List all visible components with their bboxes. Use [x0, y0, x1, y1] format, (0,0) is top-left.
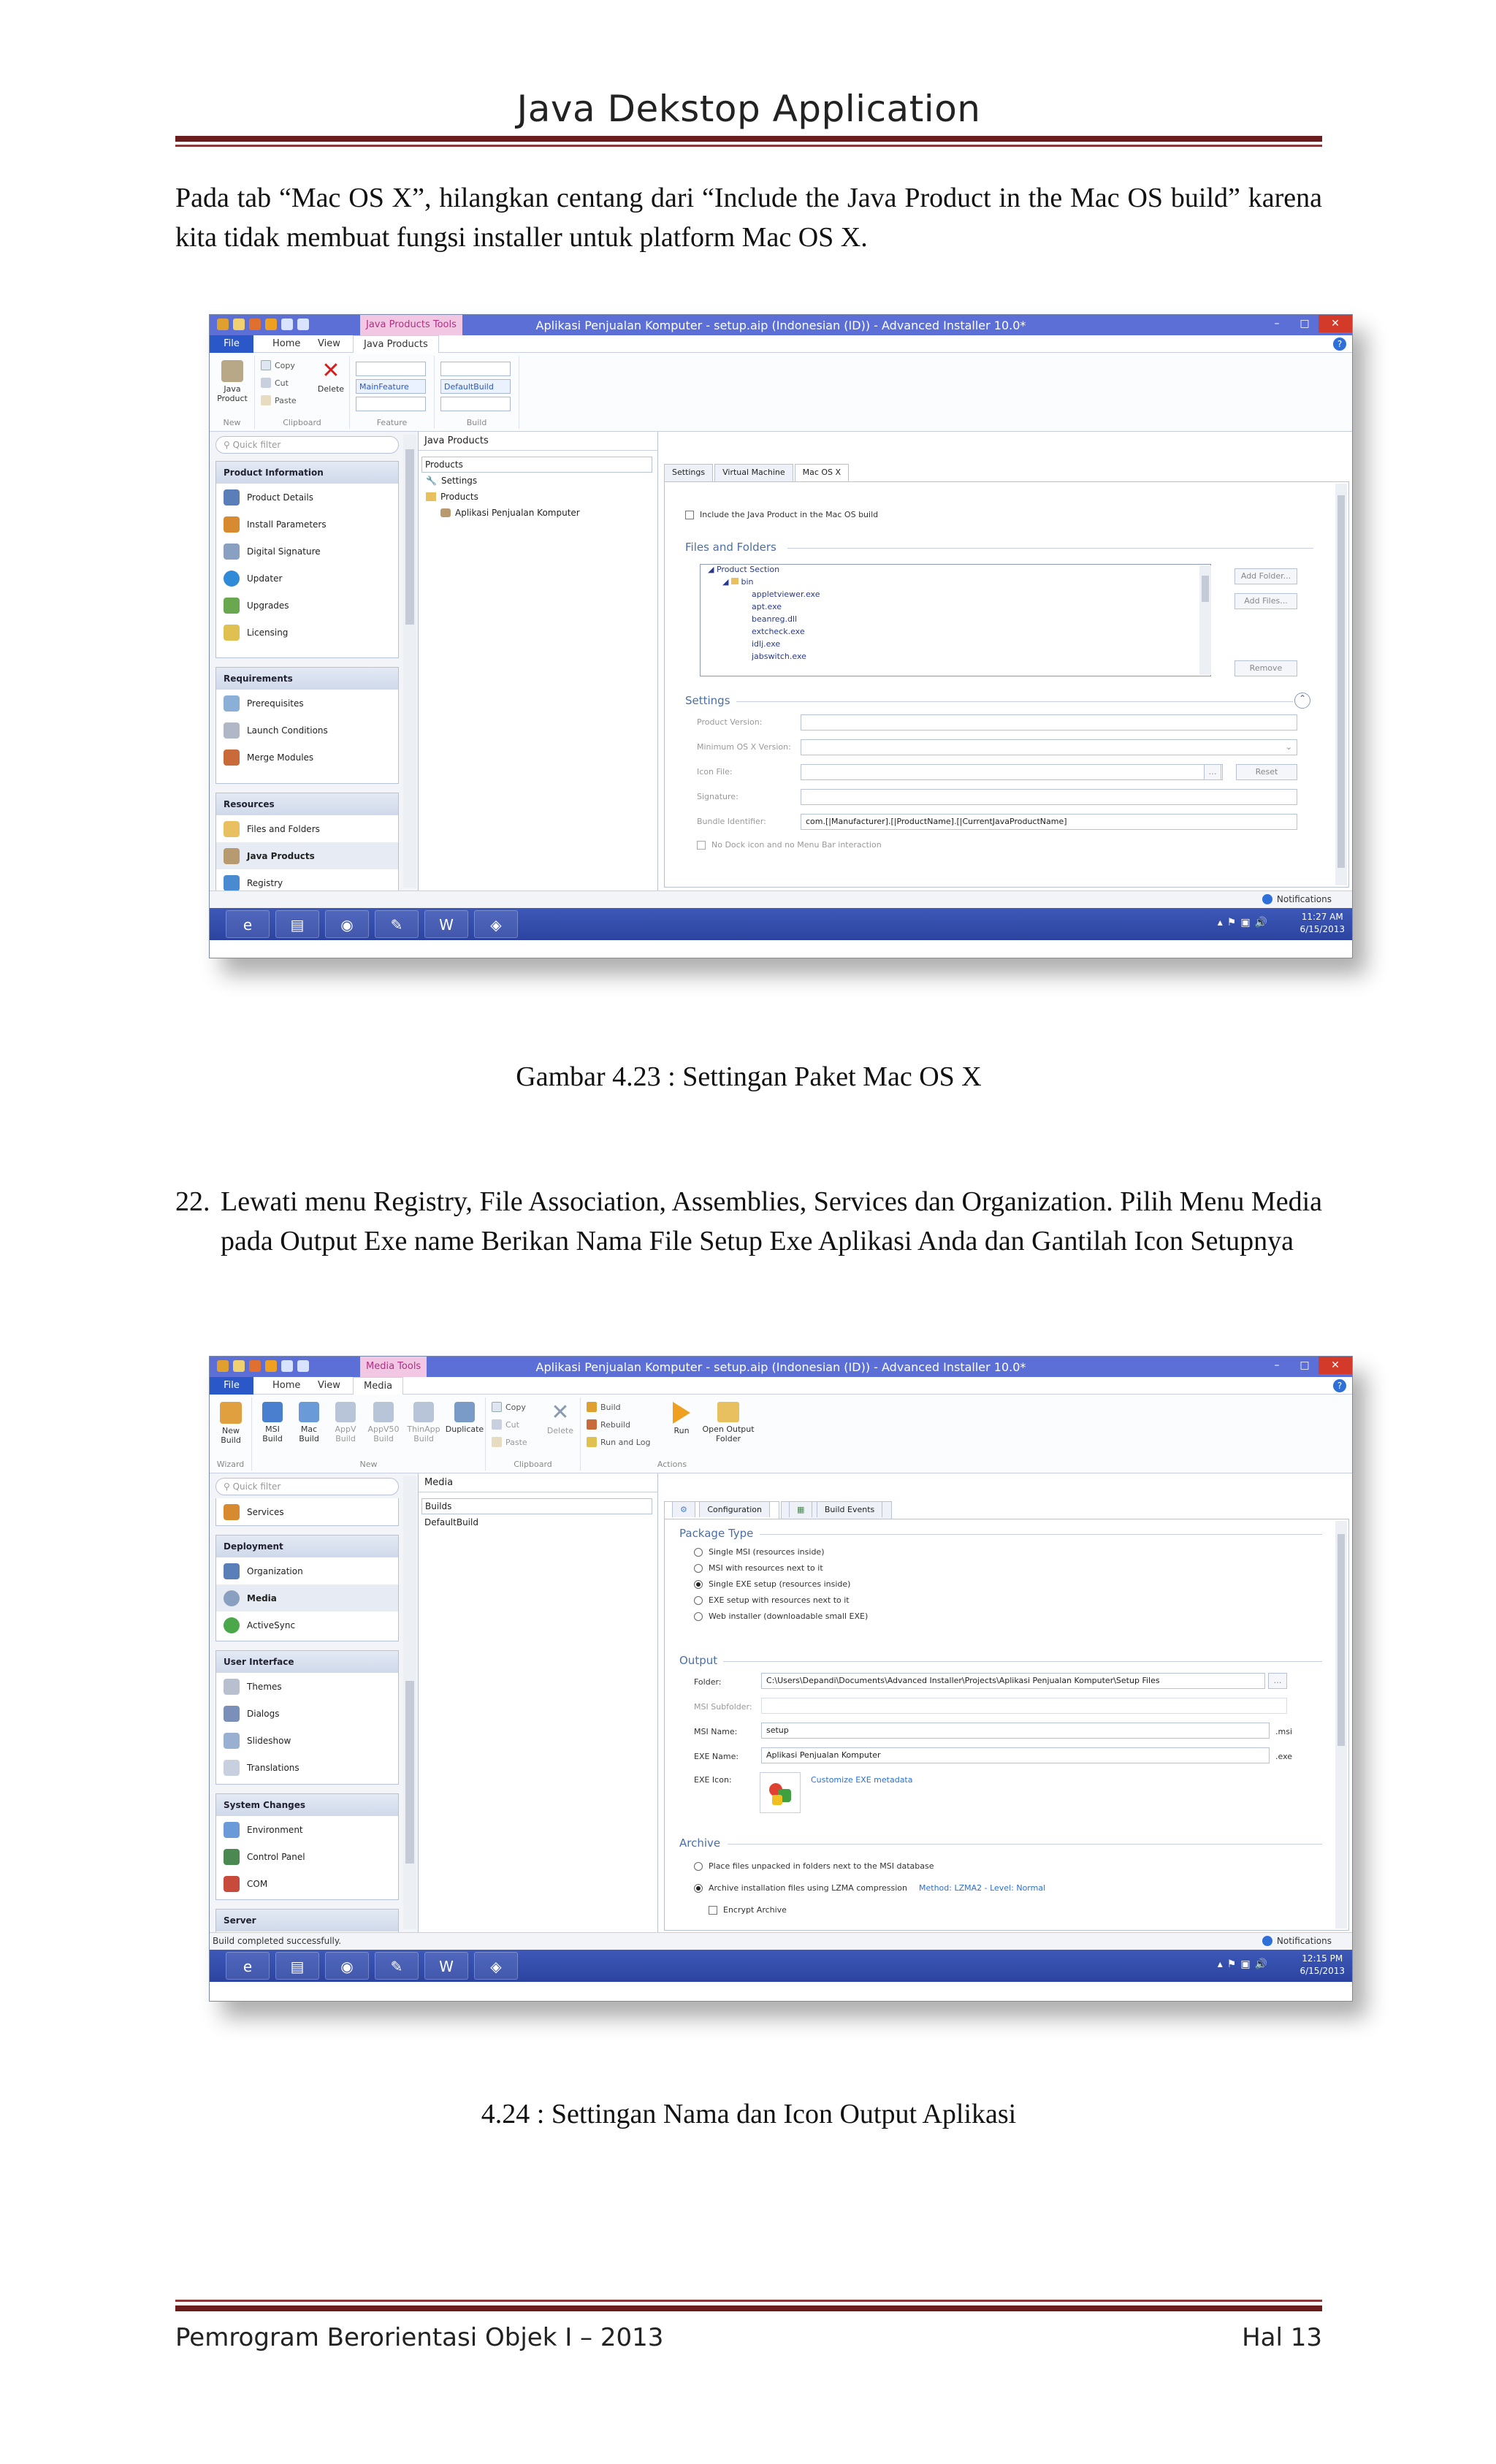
- exe-icon-preview[interactable]: [760, 1772, 801, 1813]
- pane-title: Java Products: [419, 432, 1353, 451]
- nav-control-panel[interactable]: Control Panel: [216, 1843, 398, 1870]
- nav-product-details[interactable]: Product Details: [216, 484, 398, 511]
- media-icon: [224, 1590, 240, 1606]
- option-single-msi[interactable]: Single MSI (resources inside): [694, 1547, 824, 1557]
- quick-filter-input[interactable]: ⚲ Quick filter: [215, 436, 399, 454]
- build-item-default[interactable]: DefaultBuild: [424, 1517, 478, 1527]
- group-user-interface: User Interface Themes Dialogs Slideshow Translations: [215, 1650, 399, 1785]
- tab-settings[interactable]: Settings: [664, 464, 713, 481]
- group-server: Server: [215, 1909, 399, 1932]
- remove-button[interactable]: Remove: [1234, 660, 1297, 676]
- clock: 11:27 AM 6/15/2013: [1300, 912, 1345, 934]
- ribbon: New Build Wizard MSI Build Mac Build AppV Build AppV50 Build ThinApp Build Duplicate New Copy Cut Paste ✕ Delete Clipboard Build Rebuild Run and Log Run Open Output Folder Actions: [210, 1395, 1352, 1473]
- run-log-icon: [587, 1437, 597, 1447]
- explorer-icon[interactable]: ▤: [275, 1952, 319, 1980]
- icon-file-input[interactable]: [801, 764, 1223, 780]
- themes-icon: [224, 1679, 240, 1695]
- wizard-icon: [220, 1402, 242, 1424]
- product-details-icon: [224, 489, 240, 506]
- com-icon: [224, 1876, 240, 1892]
- nav-digital-signature[interactable]: Digital Signature: [216, 538, 398, 565]
- group-deployment: Deployment Organization Media ActiveSync: [215, 1535, 399, 1641]
- compression-method-link[interactable]: Method: LZMA2 - Level: Normal: [919, 1883, 1046, 1893]
- browse-folder-button[interactable]: …: [1268, 1673, 1287, 1689]
- msi-subfolder-input[interactable]: [761, 1698, 1287, 1714]
- firefox-icon[interactable]: ◉: [325, 1952, 369, 1980]
- footer-rule: [175, 2305, 1322, 2311]
- paint-icon[interactable]: ✎: [375, 1952, 419, 1980]
- window-title: Aplikasi Penjualan Komputer - setup.aip (Indonesian (ID)) - Advanced Installer 10.0*: [535, 1360, 1026, 1374]
- output-section-title: Output: [679, 1654, 1322, 1667]
- tab-home[interactable]: Home: [272, 338, 301, 349]
- pane-title: Media: [419, 1473, 1353, 1492]
- media-configuration-pane: ⚙ Configuration ▦ Build Events Package Type Single MSI (resources inside) MSI with resources next to it Single EXE setup (resources inside) EXE setup with resources next to it Web installer (downloadable small EXE) Output Folder: C:\Users\Depandi\Documents\Advanced Installer\Projects\Aplikasi Penjualan Komputer\Setup Files … MSI Subfolder: MSI Name: setup .msi EXE Name: Aplikasi Penjualan Komputer .exe EXE Icon: Customize EXE metadata Archive Place files unpacked in folders next to the MSI database Archive installation files using LZMA compression Method: LZMA2 - Level: Normal Encrypt Archive: [658, 1473, 1353, 1932]
- figure-caption-2: 4.24 : Settingan Nama dan Icon Output Aplikasi: [481, 2099, 1017, 2129]
- tab-view[interactable]: View: [318, 1380, 340, 1391]
- nav-dialogs[interactable]: Dialogs: [216, 1700, 398, 1727]
- prerequisites-icon: [224, 695, 240, 712]
- left-scrollbar[interactable]: [403, 1476, 416, 1929]
- tab-configuration[interactable]: ⚙ Configuration: [664, 1501, 779, 1519]
- header-rule: [175, 136, 1322, 142]
- firefox-icon[interactable]: ◉: [325, 910, 369, 938]
- paint-icon[interactable]: ✎: [375, 910, 419, 938]
- build-combo[interactable]: DefaultBuild: [440, 379, 511, 394]
- copy-icon: [492, 1402, 502, 1412]
- open-output-folder-button[interactable]: Open Output Folder: [698, 1402, 759, 1443]
- java-cup-icon: [221, 360, 243, 382]
- page-header: Java Dekstop Application: [516, 88, 981, 130]
- nav-java-products[interactable]: Java Products: [216, 842, 398, 869]
- right-scrollbar[interactable]: [1335, 484, 1347, 885]
- option-web-installer[interactable]: Web installer (downloadable small EXE): [694, 1611, 868, 1621]
- mac-files-tree[interactable]: ◢ Product Section ◢ bin appletviewer.exe apt.exe beanreg.dll extcheck.exe idlj.exe jabswitch.exe: [700, 564, 1211, 676]
- run-button[interactable]: Run: [667, 1402, 696, 1435]
- page-number: Hal 13: [1242, 2323, 1322, 2352]
- java-product-subtabs: [664, 464, 850, 481]
- msi-name-input[interactable]: setup: [761, 1723, 1270, 1739]
- delete-icon: ✕: [551, 1400, 570, 1425]
- footer-course: Pemrogram Berorientasi Objek I – 2013: [175, 2323, 664, 2352]
- msi-build-icon: [262, 1402, 283, 1422]
- step-22: 22. Lewati menu Registry, File Association, Assemblies, Services dan Organization. Pilih Menu Media pada Output Exe name Berikan Nama File Setup Exe Aplikasi Anda dan Gantilah Icon Setupnya: [175, 1186, 1322, 1256]
- delete-button[interactable]: ✕ Delete: [546, 1400, 574, 1435]
- launch-conditions-icon: [224, 722, 240, 739]
- footer-rule-thin: [175, 2300, 1322, 2302]
- encrypt-archive-checkbox[interactable]: Encrypt Archive: [709, 1905, 787, 1915]
- option-files-unpacked[interactable]: Place files unpacked in folders next to the MSI database: [694, 1861, 934, 1871]
- duplicate-button[interactable]: Duplicate: [445, 1402, 484, 1434]
- licensing-icon: [224, 625, 240, 641]
- cut-button[interactable]: Cut: [492, 1419, 519, 1430]
- add-folder-button[interactable]: Add Folder...: [1234, 568, 1297, 584]
- context-tab[interactable]: Java Products Tools: [360, 315, 462, 335]
- feature-combo[interactable]: MainFeature: [356, 379, 426, 394]
- slideshow-icon: [224, 1733, 240, 1749]
- option-lzma-archive[interactable]: Archive installation files using LZMA compression Method: LZMA2 - Level: Normal: [694, 1883, 1045, 1893]
- appv-build-button[interactable]: AppV Build: [328, 1402, 363, 1443]
- close-icon[interactable]: ✕: [1318, 1357, 1352, 1374]
- build-button[interactable]: Build: [587, 1402, 621, 1412]
- advanced-installer-icon[interactable]: ◈: [474, 910, 518, 938]
- notifications[interactable]: Notifications: [1262, 894, 1332, 904]
- group-system-changes: System Changes Environment Control Panel COM: [215, 1793, 399, 1900]
- tab-java-products[interactable]: Java Products: [353, 335, 439, 353]
- media-builds-pane: [419, 1473, 658, 1932]
- tree-item-settings[interactable]: 🔧 Settings: [426, 476, 478, 486]
- nav-com[interactable]: COM: [216, 1870, 398, 1897]
- page-footer: [175, 2323, 1322, 2352]
- ie-icon[interactable]: e: [226, 910, 270, 938]
- intro-paragraph: Pada tab “Mac OS X”, hilangkan centang dari “Include the Java Product in the Mac OS build” karena kita tidak membuat fungsi installer untuk platform Mac OS X.: [175, 183, 1322, 253]
- nav-upgrades[interactable]: Upgrades: [216, 592, 398, 619]
- files-tree-scrollbar[interactable]: [1199, 565, 1211, 675]
- clock: 12:15 PM 6/15/2013: [1300, 1953, 1345, 1976]
- tree-item-products[interactable]: Products: [421, 489, 652, 505]
- control-panel-icon: [224, 1849, 240, 1865]
- rebuild-icon: [587, 1419, 597, 1430]
- screenshot-media-settings: [209, 1356, 1353, 2002]
- build-events-icon: ▦: [789, 1501, 812, 1517]
- nav-install-parameters[interactable]: Install Parameters: [216, 511, 398, 538]
- add-files-button[interactable]: Add Files...: [1234, 593, 1297, 609]
- translations-icon: [224, 1760, 240, 1776]
- option-single-exe[interactable]: Single EXE setup (resources inside): [694, 1579, 850, 1589]
- cut-icon: [261, 378, 271, 388]
- paste-icon: [261, 395, 271, 405]
- new-build-button[interactable]: New Build: [213, 1402, 249, 1445]
- tab-home[interactable]: Home: [272, 1380, 301, 1391]
- nav-activesync[interactable]: ActiveSync: [216, 1611, 398, 1639]
- nav-services[interactable]: Services: [216, 1498, 398, 1525]
- wrench-icon: 🔧: [426, 476, 437, 486]
- maximize-icon[interactable]: □: [1300, 318, 1310, 329]
- settings-section-title: Settings: [685, 694, 1313, 707]
- copy-button[interactable]: Copy: [261, 360, 295, 370]
- min-os-version-select[interactable]: ⌄: [801, 739, 1297, 755]
- collapse-icon[interactable]: ⌃: [1294, 693, 1310, 709]
- title-bar: [210, 315, 1352, 335]
- left-navigation: [210, 1473, 419, 1932]
- customize-exe-metadata-link[interactable]: Customize EXE metadata: [811, 1775, 913, 1785]
- maximize-icon[interactable]: □: [1300, 1359, 1310, 1371]
- products-tree: [421, 457, 652, 521]
- option-exe-resources[interactable]: EXE setup with resources next to it: [694, 1595, 850, 1605]
- java-products-tree-pane: [419, 432, 658, 890]
- mac-build-button[interactable]: Mac Build: [291, 1402, 327, 1443]
- nav-translations[interactable]: Translations: [216, 1754, 398, 1781]
- exe-name-input[interactable]: Aplikasi Penjualan Komputer: [761, 1747, 1270, 1763]
- tree-column-header: Products: [421, 457, 652, 473]
- folder-icon: [224, 821, 240, 837]
- appv-build-icon: [335, 1402, 356, 1422]
- windows-taskbar: [210, 1950, 1352, 1982]
- run-and-log-button[interactable]: Run and Log: [587, 1437, 650, 1447]
- updater-icon: [224, 571, 240, 587]
- dialogs-icon: [224, 1706, 240, 1722]
- paste-button[interactable]: Paste: [261, 395, 297, 405]
- paste-button[interactable]: Paste: [492, 1437, 527, 1447]
- folder-icon: [426, 492, 436, 501]
- group-product-information: Product Information Product Details Install Parameters Digital Signature Updater Upgrades Licensing: [215, 461, 399, 658]
- appv50-build-button[interactable]: AppV50 Build: [365, 1402, 402, 1443]
- duplicate-icon: [454, 1402, 475, 1422]
- screenshot-mac-os-x: [209, 314, 1353, 958]
- list-column-header: Builds: [421, 1498, 652, 1514]
- nav-launch-conditions[interactable]: Launch Conditions: [216, 717, 398, 744]
- no-dock-checkbox[interactable]: No Dock icon and no Menu Bar interaction: [697, 840, 882, 850]
- advanced-installer-icon[interactable]: ◈: [474, 1952, 518, 1980]
- java-cup-icon: [440, 508, 451, 517]
- window-title: Aplikasi Penjualan Komputer - setup.aip (Indonesian (ID)) - Advanced Installer 10.0*: [535, 319, 1026, 332]
- ribbon-tabs: [210, 335, 1352, 353]
- product-version-input[interactable]: [801, 714, 1297, 731]
- java-product-button[interactable]: Java Product: [213, 360, 252, 403]
- tree-item-application[interactable]: Aplikasi Penjualan Komputer: [421, 505, 652, 521]
- word-icon[interactable]: W: [424, 1952, 468, 1980]
- thinapp-build-icon: [413, 1402, 434, 1422]
- status-bar: [210, 1932, 1352, 1950]
- folder-icon: [731, 578, 739, 584]
- ribbon: Java Product New Copy Cut Paste ✕ Delete Clipboard MainFeature Feature DefaultBuild Build: [210, 353, 1352, 432]
- output-folder-input[interactable]: C:\Users\Depandi\Documents\Advanced Installer\Projects\Aplikasi Penjualan Komputer\Setup Files: [761, 1673, 1265, 1689]
- status-message: Build completed successfully.: [213, 1936, 342, 1946]
- group-requirements: Requirements Prerequisites Launch Conditions Merge Modules: [215, 667, 399, 784]
- status-bar: [210, 890, 1352, 908]
- nav-slideshow[interactable]: Slideshow: [216, 1727, 398, 1754]
- files-section-title: Files and Folders: [685, 541, 1313, 554]
- ribbon-tabs: [210, 1377, 1352, 1395]
- delete-icon: ✕: [321, 358, 340, 384]
- tab-file[interactable]: File: [210, 1377, 253, 1395]
- tab-mac-os-x[interactable]: Mac OS X: [795, 464, 849, 481]
- nav-registry[interactable]: Registry: [216, 869, 398, 896]
- merge-modules-icon: [224, 750, 240, 766]
- configuration-icon: ⚙: [672, 1501, 695, 1517]
- right-scrollbar[interactable]: [1335, 1521, 1347, 1929]
- browse-icon-button[interactable]: …: [1204, 764, 1221, 780]
- bundle-identifier-input[interactable]: com.[|Manufacturer].[|ProductName].[|CurrentJavaProductName]: [801, 814, 1297, 830]
- nav-merge-modules[interactable]: Merge Modules: [216, 744, 398, 771]
- nav-organization[interactable]: Organization: [216, 1557, 398, 1584]
- ie-icon[interactable]: e: [226, 1952, 270, 1980]
- close-icon[interactable]: ✕: [1318, 315, 1352, 332]
- package-type-title: Package Type: [679, 1527, 1322, 1540]
- nav-updater[interactable]: Updater: [216, 565, 398, 592]
- system-tray: ▴⚑▣🔊: [1217, 1958, 1272, 1970]
- tab-media[interactable]: Media: [353, 1377, 403, 1395]
- archive-section-title: Archive: [679, 1836, 1322, 1850]
- environment-icon: [224, 1822, 240, 1838]
- nav-media[interactable]: Media: [216, 1584, 398, 1611]
- java-cup-icon: [224, 848, 240, 864]
- context-tab[interactable]: Media Tools: [360, 1357, 427, 1377]
- signature-input[interactable]: [801, 789, 1297, 805]
- figure-caption-1: Gambar 4.23 : Settingan Paket Mac OS X: [516, 1061, 982, 1092]
- run-icon: [673, 1402, 690, 1424]
- word-icon[interactable]: W: [424, 910, 468, 938]
- system-tray: ▴⚑▣🔊: [1217, 917, 1272, 928]
- services-icon: [224, 1504, 240, 1520]
- organization-icon: [224, 1563, 240, 1579]
- folder-icon: [717, 1402, 739, 1422]
- mac-os-settings-pane: Settings Virtual Machine Mac OS X Include the Java Product in the Mac OS build Files and Folders ◢ Product Section ◢ bin appletviewer.exe apt.exe beanreg.dll extcheck.exe idlj.exe jabswitch.exe Add Folder... Add Files... Remove Settings ⌃ Product Version: Minimum OS X Version: ⌄ Icon File: … Reset Signature: Bundle Identifier: com.[|Manufacturer].[|ProductName].[|CurrentJavaProductName] No Dock icon and no Menu Bar interaction: [658, 432, 1353, 890]
- rebuild-button[interactable]: Rebuild: [587, 1419, 630, 1430]
- notifications-icon: [1262, 1936, 1272, 1946]
- minimize-icon[interactable]: –: [1274, 318, 1280, 329]
- notifications-icon: [1262, 894, 1272, 904]
- notifications[interactable]: Notifications: [1262, 1936, 1332, 1946]
- explorer-icon[interactable]: ▤: [275, 910, 319, 938]
- media-subtabs: [664, 1501, 893, 1519]
- msi-build-button[interactable]: MSI Build: [255, 1402, 290, 1443]
- windows-taskbar: [210, 908, 1352, 940]
- help-icon[interactable]: ?: [1333, 1379, 1346, 1392]
- nav-licensing[interactable]: Licensing: [216, 619, 398, 646]
- nav-themes[interactable]: Themes: [216, 1673, 398, 1700]
- reset-button[interactable]: Reset: [1236, 764, 1297, 780]
- tab-view[interactable]: View: [318, 338, 340, 349]
- title-bar: [210, 1357, 1352, 1377]
- minimize-icon[interactable]: –: [1274, 1359, 1280, 1371]
- build-icon: [587, 1402, 597, 1412]
- quick-filter-input[interactable]: ⚲ Quick filter: [215, 1478, 399, 1495]
- thinapp-build-button[interactable]: ThinApp Build: [404, 1402, 443, 1443]
- mac-build-icon: [299, 1402, 319, 1422]
- include-java-checkbox[interactable]: Include the Java Product in the Mac OS build: [685, 510, 878, 519]
- help-icon[interactable]: ?: [1333, 337, 1346, 351]
- nav-prerequisites[interactable]: Prerequisites: [216, 690, 398, 717]
- copy-button[interactable]: Copy: [492, 1402, 526, 1412]
- registry-icon: [224, 875, 240, 891]
- header-rule-thin: [175, 145, 1322, 147]
- nav-environment[interactable]: Environment: [216, 1816, 398, 1843]
- upgrades-icon: [224, 598, 240, 614]
- delete-button[interactable]: ✕ Delete: [317, 358, 345, 394]
- cut-button[interactable]: Cut: [261, 378, 289, 388]
- builds-list: [421, 1498, 652, 1530]
- install-parameters-icon: [224, 516, 240, 533]
- left-scrollbar[interactable]: [403, 435, 416, 888]
- nav-files-and-folders[interactable]: Files and Folders: [216, 815, 398, 842]
- paste-icon: [492, 1437, 502, 1447]
- copy-icon: [261, 360, 271, 370]
- group-resources: Resources Files and Folders Java Products Registry: [215, 793, 399, 890]
- appv50-build-icon: [373, 1402, 394, 1422]
- option-msi-resources[interactable]: MSI with resources next to it: [694, 1563, 823, 1573]
- activesync-icon: [224, 1617, 240, 1633]
- left-navigation: [210, 432, 419, 890]
- cut-icon: [492, 1419, 502, 1430]
- tab-file[interactable]: File: [210, 335, 253, 353]
- tab-build-events[interactable]: ▦ Build Events: [781, 1501, 892, 1519]
- digital-signature-icon: [224, 543, 240, 560]
- tab-virtual-machine[interactable]: Virtual Machine: [714, 464, 793, 481]
